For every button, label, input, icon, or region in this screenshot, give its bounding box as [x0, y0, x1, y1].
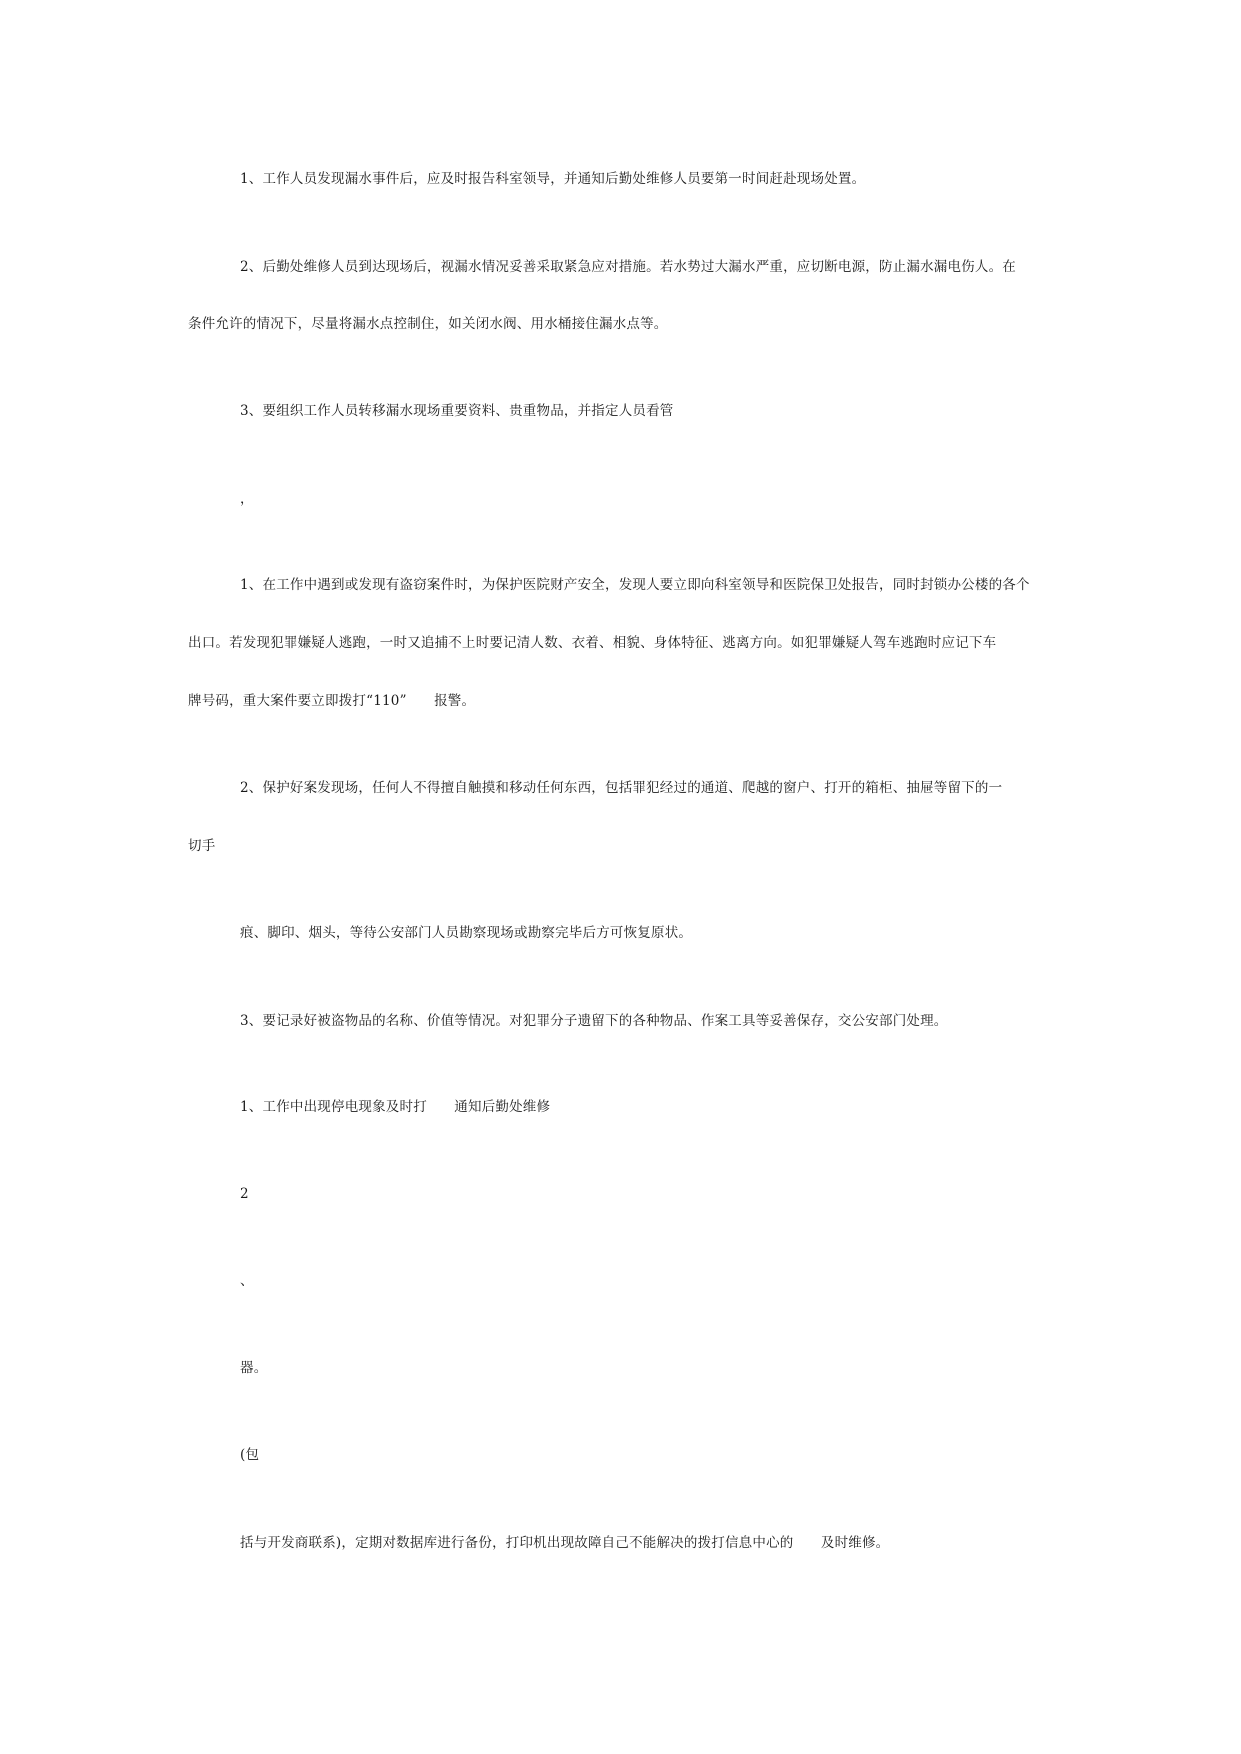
paragraph-line: 、 [240, 1273, 254, 1289]
paragraph-line: 3、要组织工作人员转移漏水现场重要资料、贵重物品，并指定人员看管 [240, 403, 674, 419]
paragraph-line: 2、保护好案发现场，任何人不得擅自触摸和移动任何东西，包括罪犯经过的通道、爬越的窗户、打开的箱柜、抽屉等留下的一 [240, 780, 1003, 796]
paragraph-line: 出口。若发现犯罪嫌疑人逃跑，一时又追捕不上时要记清人数、衣着、相貌、身体特征、逃离方向。如犯罪嫌疑人驾车逃跑时应记下车 [188, 635, 997, 651]
paragraph-line: 2、后勤处维修人员到达现场后，视漏水情况妥善采取紧急应对措施。若水势过大漏水严重，应切断电源，防止漏水漏电伤人。在 [240, 259, 1016, 275]
paragraph-line: 条件允许的情况下，尽量将漏水点控制住，如关闭水阀、用水桶接住漏水点等。 [188, 316, 668, 332]
paragraph-line: 痕、脚印、烟头，等待公安部门人员勘察现场或勘察完毕后方可恢复原状。 [240, 925, 693, 941]
paragraph-line: 1、工作中出现停电现象及时打 通知后勤处维修 [240, 1099, 551, 1115]
paragraph-line: 2 [240, 1186, 249, 1202]
paragraph-line: 1、工作人员发现漏水事件后，应及时报告科室领导，并通知后勤处维修人员要第一时间赶赴现场处置。 [240, 171, 866, 187]
paragraph-line: ， [240, 491, 254, 507]
paragraph-line: 3、要记录好被盗物品的名称、价值等情况。对犯罪分子遗留下的各种物品、作案工具等妥善保存，交公安部门处理。 [240, 1013, 948, 1029]
paragraph-line: 1、在工作中遇到或发现有盗窃案件时，为保护医院财产安全，发现人要立即向科室领导和医院保卫处报告，同时封锁办公楼的各个 [240, 577, 1030, 593]
paragraph-line: 器。 [240, 1360, 268, 1376]
paragraph-line: (包 [240, 1447, 260, 1463]
paragraph-line: 切手 [188, 838, 216, 854]
paragraph-line: 牌号码，重大案件要立即拨打“110” 报警。 [188, 693, 476, 709]
paragraph-line: 括与开发商联系)，定期对数据库进行备份，打印机出现故障自己不能解决的拨打信息中心的 及时维修。 [240, 1535, 890, 1551]
